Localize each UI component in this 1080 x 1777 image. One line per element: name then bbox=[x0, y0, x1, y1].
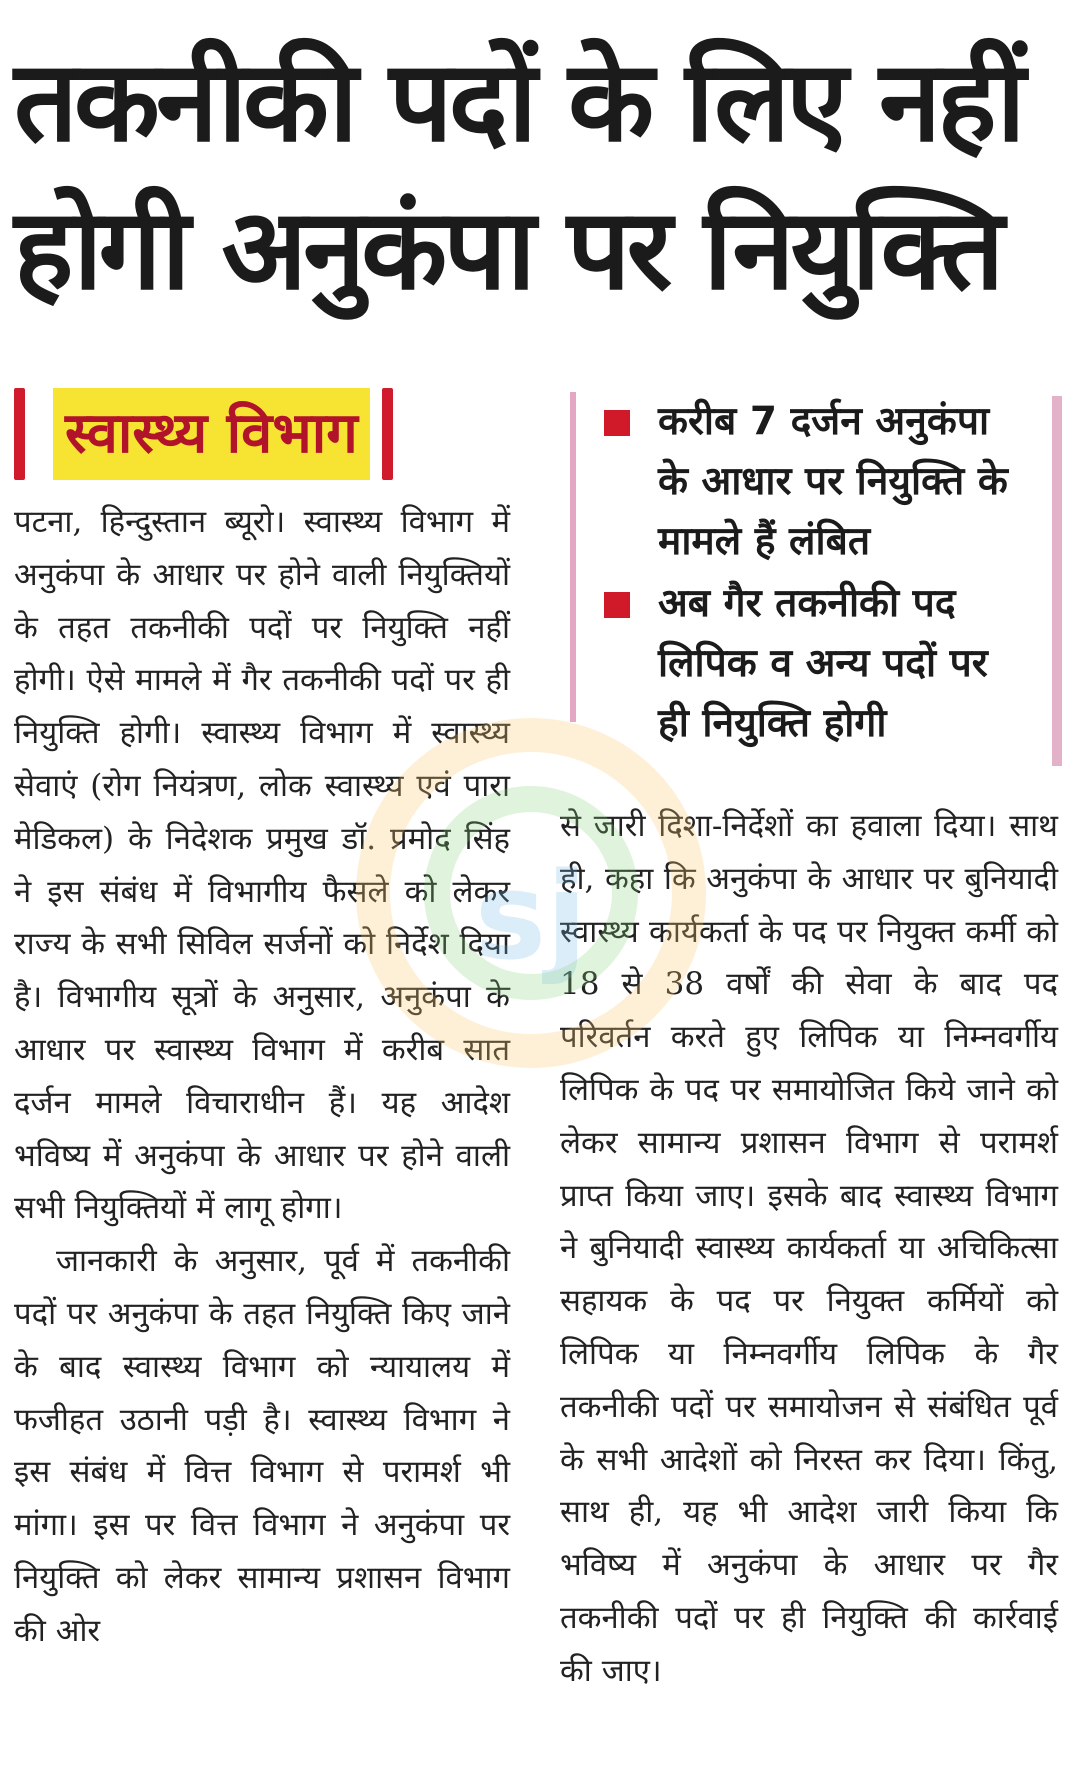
headline-line-1: तकनीकी पदों के लिए नहीं bbox=[14, 37, 1022, 167]
department-right-bar bbox=[382, 388, 393, 480]
highlight-text: करीब 7 दर्जन अनुकंपा के आधार पर नियुक्ति के मामले हैं लंबित bbox=[658, 399, 1008, 564]
headline-line-2: होगी अनुकंपा पर नियुक्ति bbox=[14, 185, 1001, 315]
article-right-column bbox=[560, 800, 1058, 1698]
department-left-bar bbox=[14, 388, 25, 480]
highlights-list bbox=[596, 392, 1016, 756]
watermark-text: sj bbox=[474, 848, 588, 987]
highlights-left-rule bbox=[570, 392, 576, 722]
highlights-box bbox=[570, 392, 1062, 770]
department-label: स्वास्थ्य विभाग bbox=[53, 388, 370, 480]
highlight-item bbox=[596, 392, 1016, 572]
article-left-column bbox=[14, 496, 510, 1658]
department-label-box bbox=[14, 384, 504, 484]
bullet-square-icon bbox=[604, 410, 630, 436]
bullet-square-icon bbox=[604, 592, 630, 618]
article-paragraph: जानकारी के अनुसार, पूर्व में तकनीकी पदों पर अनुकंपा के तहत नियुक्ति किए जाने के बाद स्वास्थ्य विभाग को न्यायालय में फजीहत उठानी पड़ी है। स्वास्थ्य विभाग ने इस संबंध में वित्त विभाग से परामर्श भी मांगा। इस पर वित्त विभाग ने अनुकंपा पर नियुक्ति को लेकर सामान्य प्रशासन विभाग की ओर bbox=[14, 1243, 510, 1649]
highlight-item bbox=[596, 574, 1016, 754]
article-paragraph: से जारी दिशा-निर्देशों का हवाला दिया। साथ ही, कहा कि अनुकंपा के आधार पर बुनियादी स्वास्थ्य कार्यकर्ता के पद पर नियुक्त कर्मी को 18 से 38 वर्षों की सेवा के बाद पद परिवर्तन करते हुए लिपिक या निम्नवर्गीय लिपिक के पद पर समायोजित किये जाने को लेकर सामान्य प्रशासन विभाग से परामर्श प्राप्त किया जाए। इसके बाद स्वास्थ्य विभाग ने बुनियादी स्वास्थ्य कार्यकर्ता या अचिकित्सा सहायक के पद पर नियुक्त कर्मियों को लिपिक या निम्नवर्गीय लिपिक के गैर तकनीकी पदों पर समायोजन से संबंधित पूर्व के सभी आदेशों को निरस्त कर दिया। किंतु, साथ ही, यह भी आदेश जारी किया कि भविष्य में अनुकंपा के आधार पर गैर तकनीकी पदों पर ही नियुक्ति की कार्रवाई की जाए। bbox=[560, 808, 1058, 1689]
highlight-text: अब गैर तकनीकी पद लिपिक व अन्य पदों पर ही नियुक्ति होगी bbox=[658, 581, 988, 746]
headline bbox=[14, 28, 1066, 324]
highlights-right-rule bbox=[1052, 396, 1062, 766]
article-paragraph: पटना, हिन्दुस्तान ब्यूरो। स्वास्थ्य विभाग में अनुकंपा के आधार पर होने वाली नियुक्तियों के तहत तकनीकी पदों पर नियुक्ति नहीं होगी। ऐसे मामले में गैर तकनीकी पदों पर ही नियुक्ति होगी। स्वास्थ्य विभाग में स्वास्थ्य सेवाएं (रोग नियंत्रण, लोक स्वास्थ्य एवं पारा मेडिकल) के निदेशक प्रमुख डॉ. प्रमोद सिंह ने इस संबंध में विभागीय फैसले को लेकर राज्य के सभी सिविल सर्जनों को निर्देश दिया है। विभागीय सूत्रों के अनुसार, अनुकंपा के आधार पर स्वास्थ्य विभाग में करीब सात दर्जन मामले विचाराधीन हैं। यह आदेश भविष्य में अनुकंपा के आधार पर होने वाली सभी नियुक्तियों में लागू होगा। bbox=[14, 504, 510, 1227]
